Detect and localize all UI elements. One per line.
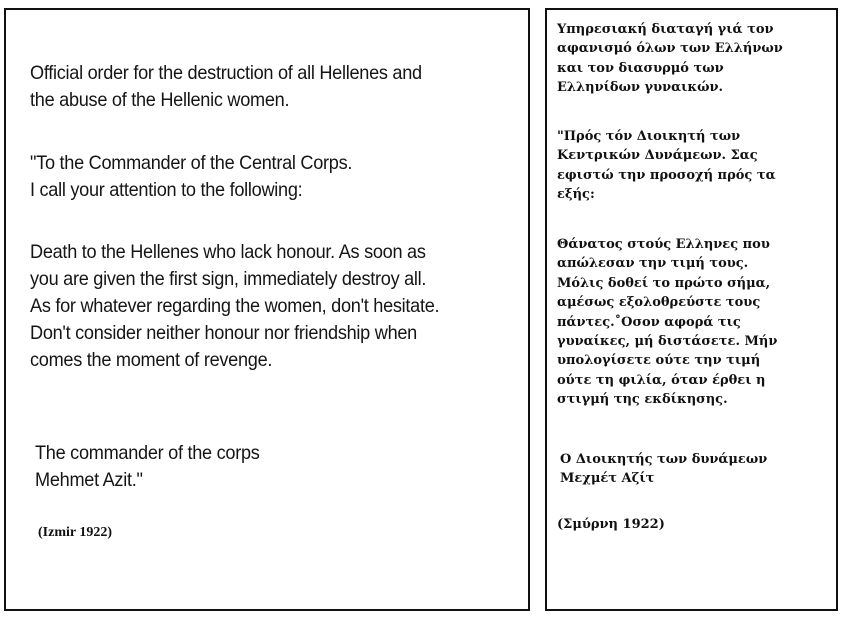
greek-title-line: Ελληνίδων γυναικών. <box>557 80 724 96</box>
english-body-line: As for whatever regarding the women, don't hesitate. <box>30 295 440 317</box>
greek-body-line: στιγμή της εκδίκησης. <box>557 392 728 408</box>
english-title-line: Official order for the destruction of all Hellenes and <box>30 62 422 84</box>
greek-body-line: αμέσως εξολοθρεύστε τους <box>557 295 761 311</box>
english-text-panel <box>4 8 530 611</box>
english-address-line: I call your attention to the following: <box>30 179 303 201</box>
english-signature-line: Mehmet Azit." <box>35 469 143 491</box>
english-signature-line: The commander of the corps <box>35 442 260 464</box>
greek-address-line: εξής: <box>557 187 595 203</box>
greek-body-line: υπολογίσετε ούτε την τιμή <box>557 353 761 369</box>
greek-text-panel <box>545 8 838 611</box>
greek-address-line: εφιστώ την προσοχή πρός τα <box>557 167 776 183</box>
greek-body-line: ούτε τη φιλία, όταν έρθει η <box>557 372 766 388</box>
english-date: (Izmir 1922) <box>38 525 112 540</box>
english-title-line: the abuse of the Hellenic women. <box>30 89 290 111</box>
greek-body-line: πάντες.˚Οσον αφορά τις <box>557 314 741 330</box>
english-body <box>30 239 439 374</box>
english-body-line: you are given the first sign, immediately destroy all. <box>30 268 427 290</box>
greek-body <box>557 235 777 410</box>
english-body-line: comes the moment of revenge. <box>30 349 273 371</box>
greek-body-line: γυναίκες, μή διστάσετε. Μήν <box>557 334 778 350</box>
english-address-line: "To the Commander of the Central Corps. <box>30 152 353 174</box>
greek-body-line: Μόλις δοθεί το πρώτο σήμα, <box>557 275 771 291</box>
greek-title-line: αφανισμό όλων των Ελλήνων <box>557 41 783 57</box>
greek-title <box>557 20 783 98</box>
greek-body-line: Θάνατος στούς Ελληνες που <box>557 237 770 252</box>
greek-title-line: Υπηρεσιακή διαταγή γιά τον <box>557 22 774 37</box>
english-signature <box>35 440 260 494</box>
greek-address-line: "Πρός τόν Διοικητή των <box>557 129 741 144</box>
greek-title-line: και τον διασυρμό των <box>557 60 724 76</box>
greek-date: (Σμύρνη 1922) <box>557 517 665 532</box>
english-title <box>30 60 422 114</box>
english-address <box>30 150 352 204</box>
greek-signature-line: Ο Διοικητής των δυνάμεων <box>560 452 768 467</box>
english-body-line: Don't consider neither honour nor friendship when <box>30 322 417 344</box>
greek-signature <box>560 450 767 489</box>
greek-signature-line: Μεχμέτ Αζίτ <box>560 471 655 487</box>
greek-body-line: απώλεσαν την τιμή τους. <box>557 256 749 272</box>
english-body-line: Death to the Hellenes who lack honour. As soon as <box>30 241 426 263</box>
greek-address-line: Κεντρικών Δυνάμεων. Σας <box>557 148 758 164</box>
greek-address <box>557 127 776 205</box>
